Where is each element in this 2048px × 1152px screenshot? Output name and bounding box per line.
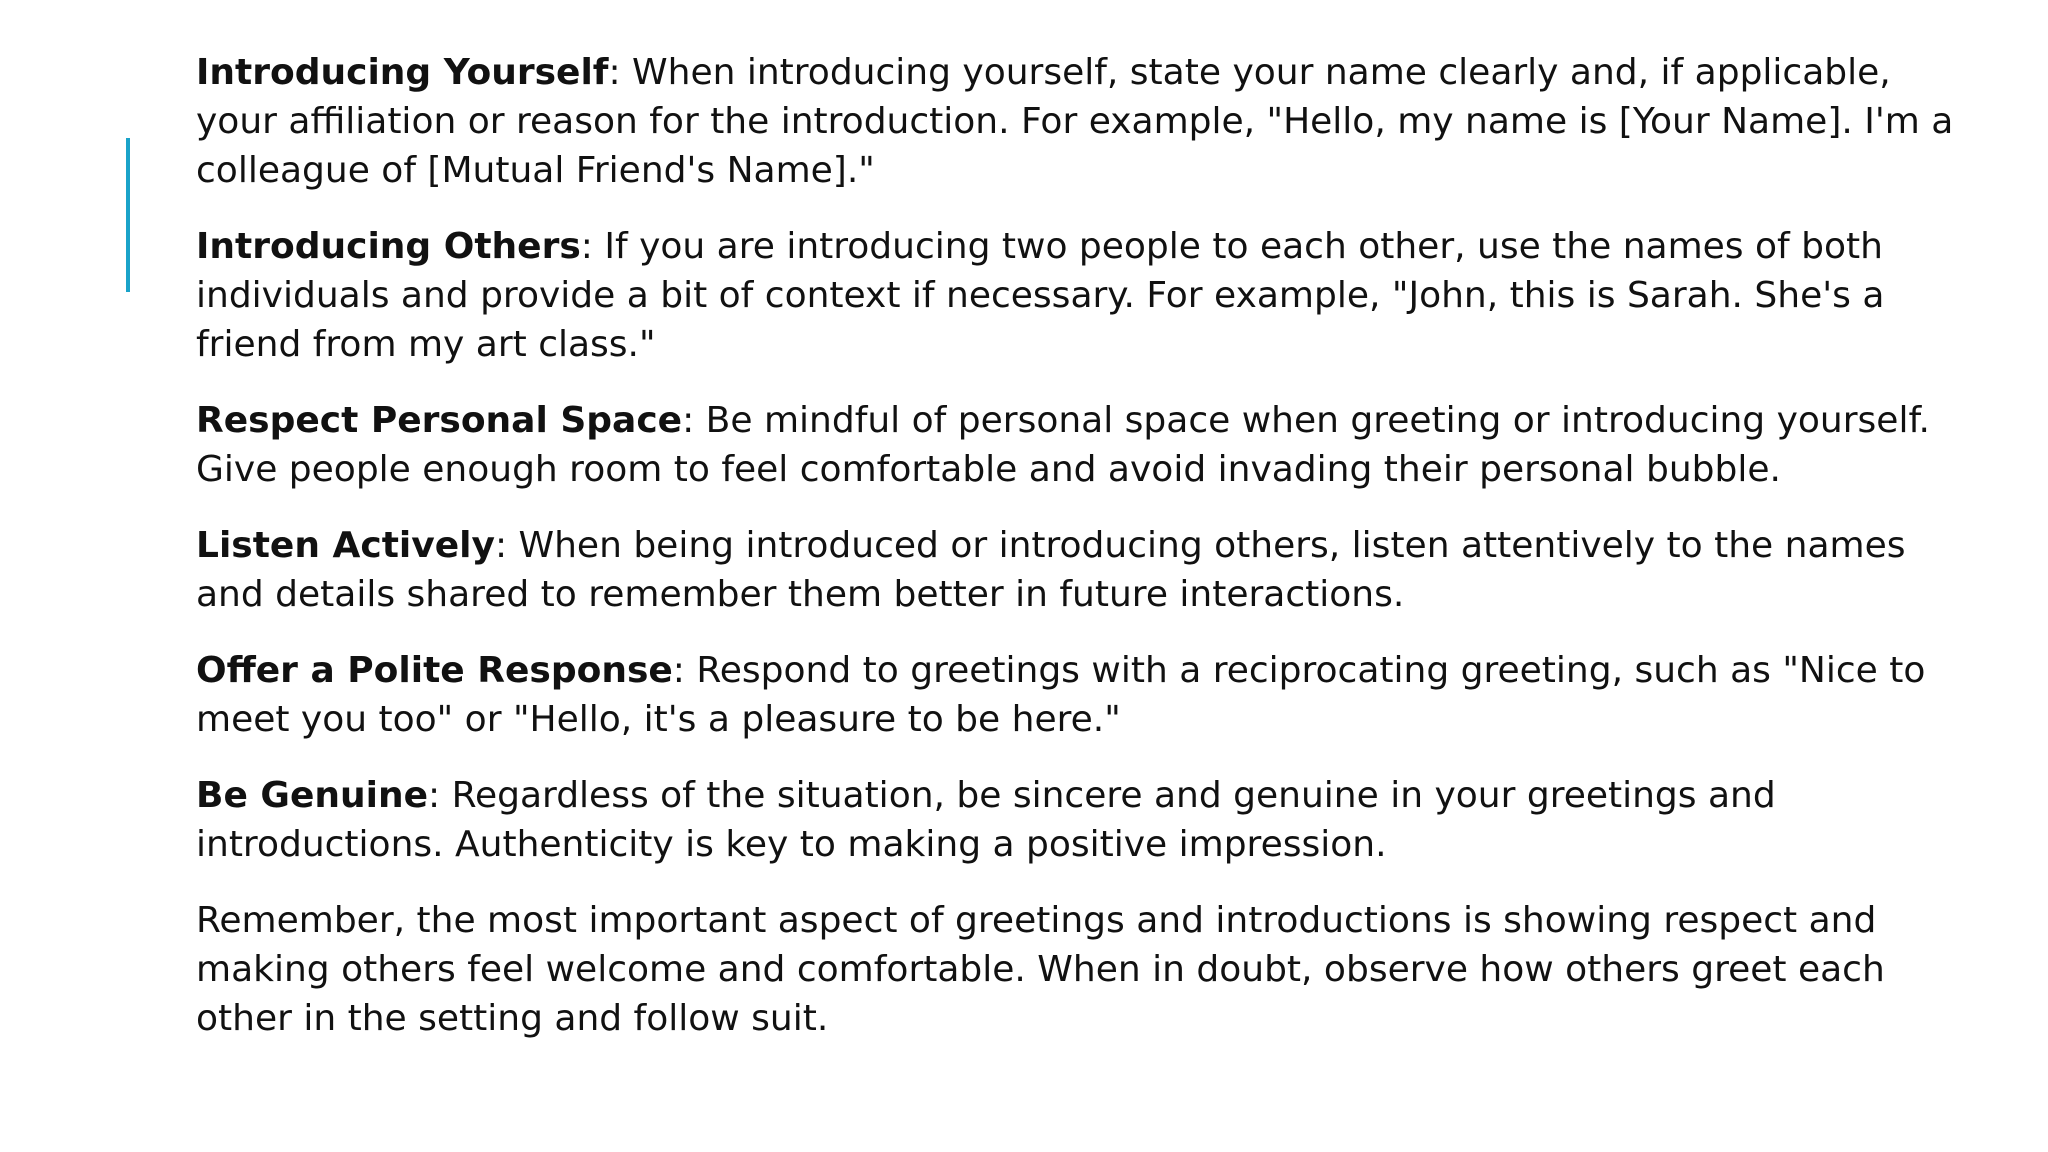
tip-term: Offer a Polite Response (196, 650, 673, 691)
tip-term: Be Genuine (196, 775, 428, 816)
tip-introducing-others (196, 222, 1966, 369)
tip-text: : When being introduced or introducing others, listen attentively to the names and details shared to remember them better in future interactions. (196, 525, 1906, 615)
slide-body (196, 48, 1966, 1070)
tip-respect-personal-space (196, 396, 1966, 494)
tip-term: Respect Personal Space (196, 400, 683, 441)
tip-text: : Respond to greetings with a reciprocating greeting, such as "Nice to meet you too" or "Hello, it's a pleasure to be here." (196, 650, 1926, 740)
tip-be-genuine (196, 771, 1966, 869)
tip-text: : Be mindful of personal space when greeting or introducing yourself. Give people enough room to feel comfortable and avoid invading their personal bubble. (196, 400, 1930, 490)
tip-term: Introducing Others (196, 226, 581, 267)
tip-offer-polite-response (196, 646, 1966, 744)
tip-introducing-yourself (196, 48, 1966, 195)
tip-text: : Regardless of the situation, be sincere and genuine in your greetings and introductions. Authenticity is key to making a positive impression. (196, 775, 1776, 865)
closing-paragraph: Remember, the most important aspect of greetings and introductions is showing respect and making others feel welcome and comfortable. When in doubt, observe how others greet each other in the setting and follow suit. (196, 900, 1885, 1039)
tip-listen-actively (196, 521, 1966, 619)
accent-bar (126, 138, 130, 292)
tip-text: : If you are introducing two people to each other, use the names of both individuals and provide a bit of context if necessary. For example, "John, this is Sarah. She's a friend from my art class." (196, 226, 1885, 365)
tip-term: Introducing Yourself (196, 52, 609, 93)
tip-text: : When introducing yourself, state your name clearly and, if applicable, your affiliation or reason for the introduction. For example, "Hello, my name is [Your Name]. I'm a colleague of [Mutual Friend's Name]." (196, 52, 1954, 191)
tip-term: Listen Actively (196, 525, 495, 566)
